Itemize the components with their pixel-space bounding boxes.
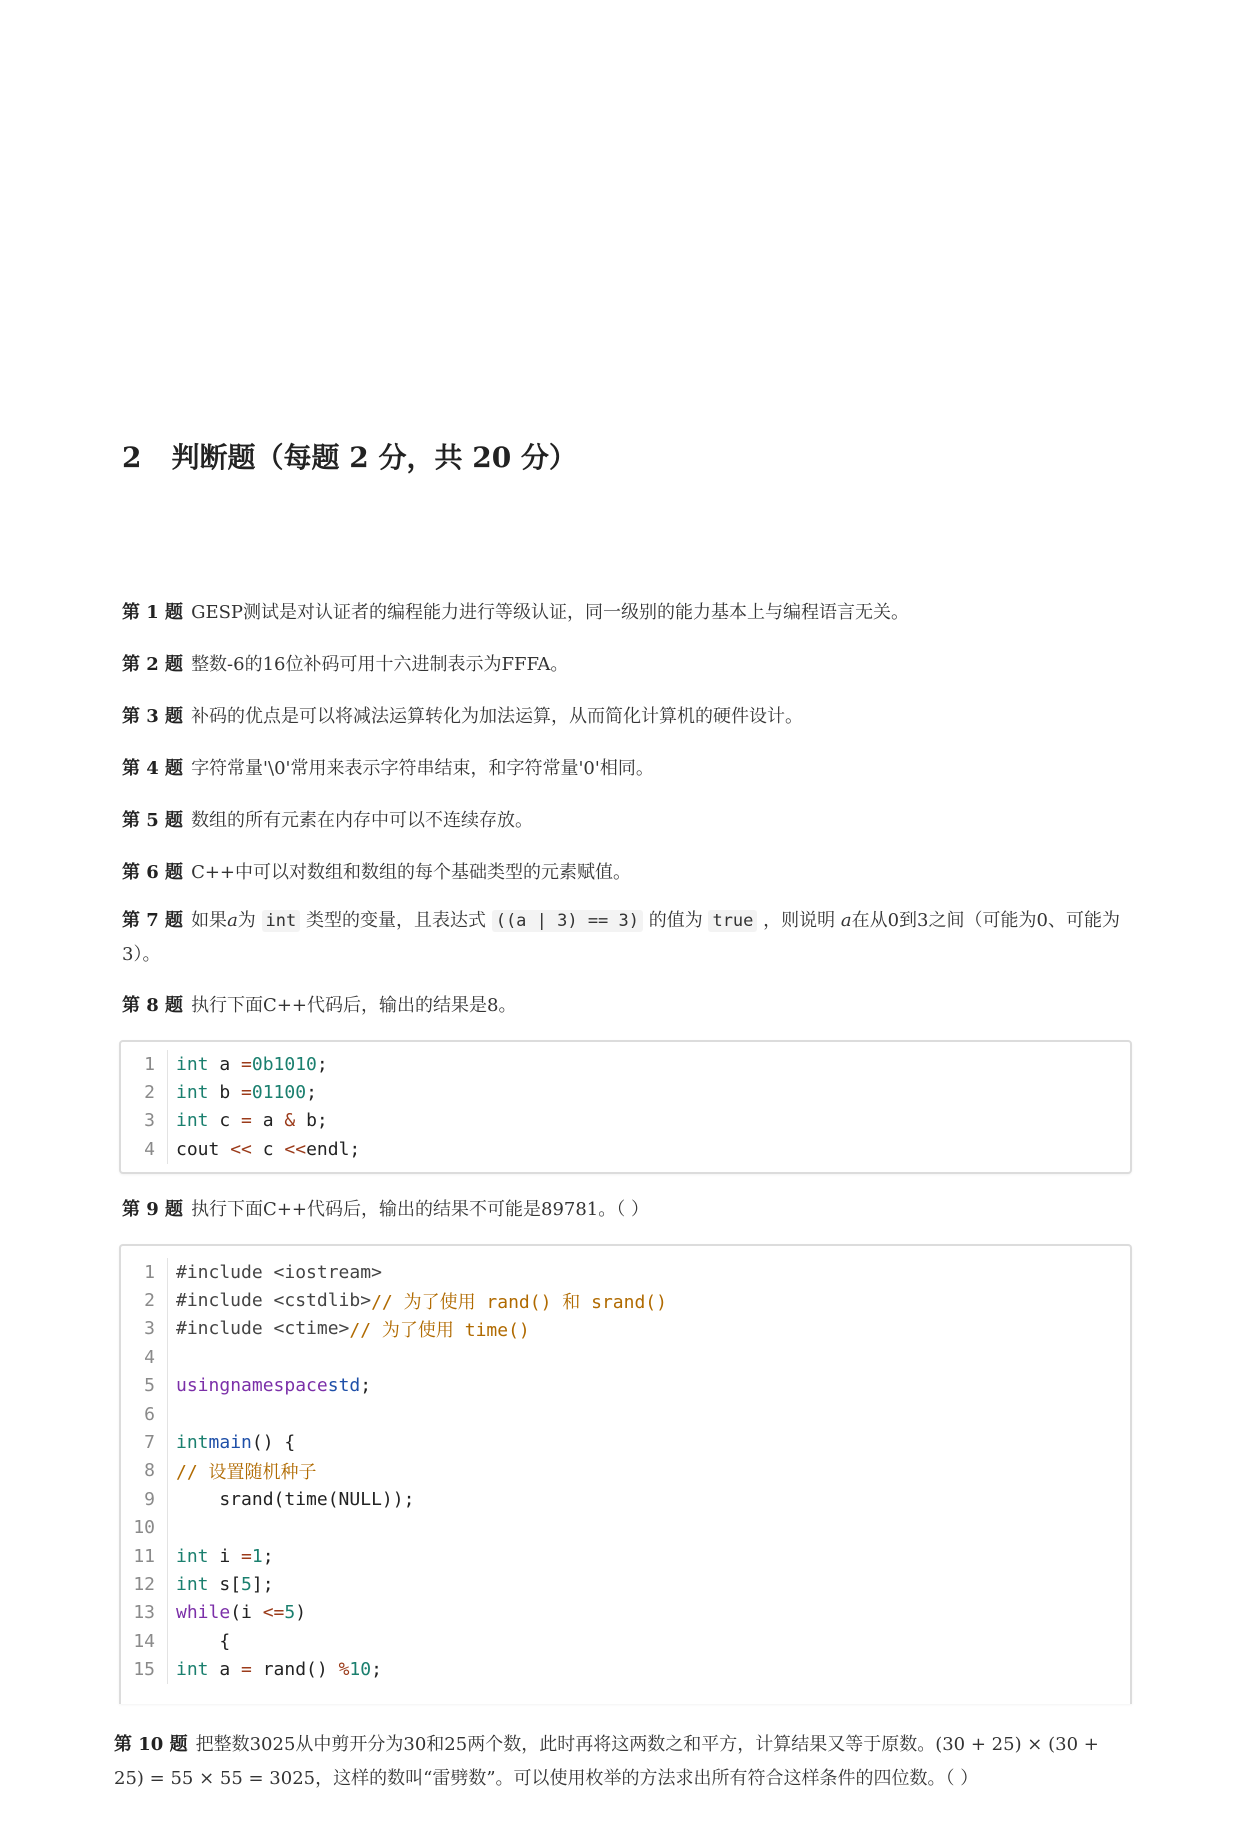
question-label: 第 2 题 — [122, 654, 184, 675]
question-label: 第 9 题 — [122, 1199, 184, 1220]
question-label: 第 5 题 — [122, 810, 184, 831]
line-number: 5 — [144, 1375, 155, 1397]
inline-code-int: int — [262, 910, 301, 932]
question-6 — [122, 856, 1132, 890]
code-line — [121, 1135, 1130, 1163]
question-label: 第 1 题 — [122, 602, 184, 623]
code-text: using namespace std ; — [167, 1372, 371, 1400]
line-number: 1 — [144, 1261, 155, 1283]
code-text: srand(time(NULL)); — [167, 1485, 414, 1513]
question-label: 第 4 题 — [122, 758, 184, 779]
code-text: { — [167, 1627, 230, 1655]
question-label: 第 10 题 — [114, 1734, 188, 1755]
section-heading — [122, 436, 577, 476]
code-line — [121, 1428, 1130, 1456]
line-number: 7 — [144, 1432, 155, 1454]
line-number: 1 — [144, 1053, 155, 1075]
code-line — [121, 1343, 1130, 1371]
code-line — [121, 1258, 1130, 1286]
code-text: #include <iostream> — [167, 1258, 382, 1286]
code-text: #include <cstdlib> // 为了使用 rand() 和 srand() — [167, 1286, 667, 1314]
code-line — [121, 1372, 1130, 1400]
line-number: 9 — [144, 1488, 155, 1510]
line-number: 4 — [144, 1346, 155, 1368]
question-2 — [122, 648, 1132, 682]
question-text-part: 为 — [237, 910, 262, 931]
code-line — [121, 1457, 1130, 1485]
question-text-part: 在从0到3之间（可能为0、可能为3）。 — [122, 910, 1120, 965]
code-text: int c = a & b; — [167, 1107, 328, 1135]
question-text: GESP测试是对认证者的编程能力进行等级认证，同一级别的能力基本上与编程语言无关。 — [191, 602, 910, 623]
question-text: 字符常量'\0'常用来表示字符串结束，和字符常量'0'相同。 — [191, 758, 654, 779]
code-text: int s[ 5 ]; — [167, 1570, 274, 1598]
question-10 — [114, 1728, 1134, 1796]
code-text: int b = 01100 ; — [167, 1078, 317, 1106]
code-text — [167, 1400, 176, 1428]
code-text: int a = rand() % 10 ; — [167, 1655, 382, 1683]
code-line — [121, 1599, 1130, 1627]
code-line — [121, 1655, 1130, 1683]
code-line — [121, 1627, 1130, 1655]
code-text — [167, 1514, 176, 1542]
question-5 — [122, 804, 1132, 838]
line-number: 4 — [144, 1138, 155, 1160]
code-block-q8 — [119, 1040, 1132, 1174]
question-text: 执行下面C++代码后，输出的结果不可能是89781。（ ） — [191, 1199, 649, 1220]
variable-a: a — [227, 910, 238, 931]
line-number: 11 — [133, 1545, 155, 1567]
question-text: 整数-6的16位补码可用十六进制表示为FFFA。 — [191, 654, 569, 675]
inline-code-expression: ((a | 3) == 3) — [492, 910, 643, 932]
code-line — [121, 1400, 1130, 1428]
question-label: 第 7 题 — [122, 910, 184, 931]
question-7 — [122, 904, 1132, 972]
line-number: 6 — [144, 1403, 155, 1425]
section-number: 2 — [122, 441, 142, 474]
code-line — [121, 1286, 1130, 1314]
inline-code-true: true — [708, 910, 757, 932]
question-label: 第 3 题 — [122, 706, 184, 727]
line-number: 3 — [144, 1110, 155, 1132]
question-label: 第 8 题 — [122, 995, 184, 1016]
line-number: 2 — [144, 1290, 155, 1312]
question-text: 执行下面C++代码后，输出的结果是8。 — [191, 995, 517, 1016]
line-number: 13 — [133, 1602, 155, 1624]
code-line — [121, 1570, 1130, 1598]
code-text: cout << c << endl; — [167, 1135, 360, 1163]
code-text: int main () { — [167, 1428, 295, 1456]
code-line — [121, 1078, 1130, 1106]
question-text-part: 的值为 — [643, 910, 709, 931]
variable-a: a — [840, 910, 852, 931]
code-line — [121, 1050, 1130, 1078]
code-line — [121, 1315, 1130, 1343]
code-line — [121, 1542, 1130, 1570]
question-9 — [122, 1193, 1132, 1227]
code-text — [167, 1343, 176, 1371]
code-block-q9 — [119, 1244, 1132, 1704]
line-number: 14 — [133, 1630, 155, 1652]
code-line — [121, 1514, 1130, 1542]
question-text-part: 如果 — [191, 910, 228, 931]
question-text: C++中可以对数组和数组的每个基础类型的元素赋值。 — [191, 862, 631, 883]
code-text: int a = 0b1010 ; — [167, 1050, 328, 1078]
code-text: while (i <= 5 ) — [167, 1599, 306, 1627]
line-number: 15 — [133, 1659, 155, 1681]
question-text: 把整数3025从中剪开分为30和25两个数，此时再将这两数之和平方，计算结果又等于原数。(30 + 25) × (30 + 25) = 55 × 55 = 3025，这样的数叫“雷劈数”。可以使用枚举的方法求出所有符合这样条件的四位数。（ ） — [114, 1734, 1099, 1789]
code-text: // 设置随机种子 — [167, 1457, 317, 1485]
question-1 — [122, 596, 1132, 630]
code-line — [121, 1107, 1130, 1135]
code-line — [121, 1485, 1130, 1513]
question-label: 第 6 题 — [122, 862, 184, 883]
line-number: 10 — [133, 1517, 155, 1539]
line-number: 12 — [133, 1573, 155, 1595]
section-title: 判断题（每题 2 分，共 20 分） — [171, 441, 577, 474]
question-text: 数组的所有元素在内存中可以不连续存放。 — [191, 810, 534, 831]
question-4 — [122, 752, 1132, 786]
question-text-part: ，则说明 — [757, 910, 841, 931]
line-number: 2 — [144, 1082, 155, 1104]
line-number: 3 — [144, 1318, 155, 1340]
question-3 — [122, 700, 1132, 734]
question-8 — [122, 989, 1132, 1023]
code-text: int i = 1 ; — [167, 1542, 274, 1570]
code-text: #include <ctime> // 为了使用 time() — [167, 1315, 530, 1343]
question-text-part: 类型的变量，且表达式 — [300, 910, 492, 931]
question-text: 补码的优点是可以将减法运算转化为加法运算，从而简化计算机的硬件设计。 — [191, 706, 804, 727]
line-number: 8 — [144, 1460, 155, 1482]
